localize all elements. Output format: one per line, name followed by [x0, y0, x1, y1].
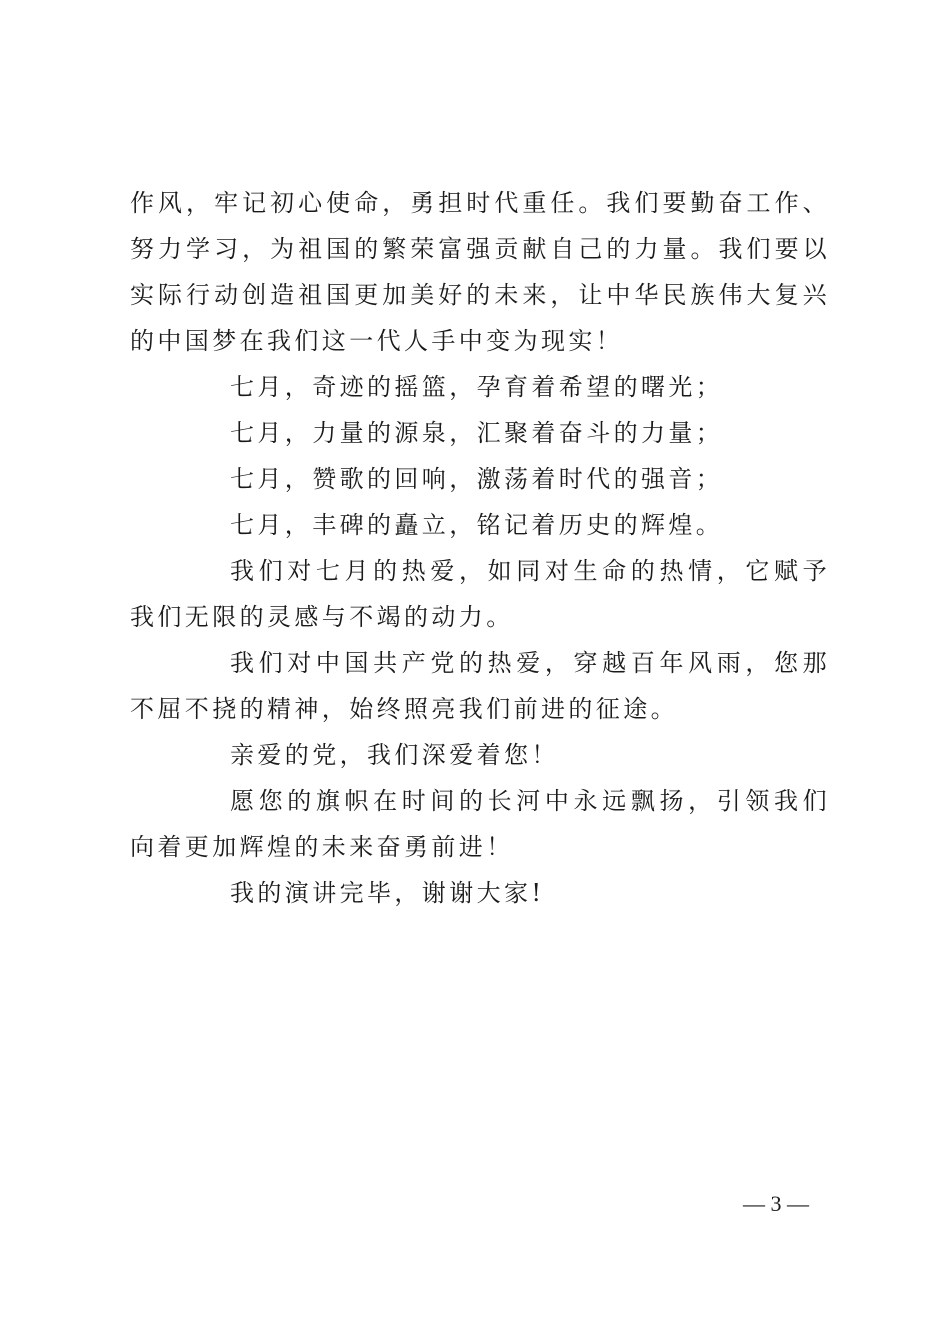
speech-body	[130, 180, 830, 916]
page-number: — 3 —	[743, 1191, 809, 1216]
paragraph-closing: 我的演讲完毕，谢谢大家!	[230, 879, 545, 907]
paragraph-continuation: 作风，牢记初心使命，勇担时代重任。我们要勤奋工作、努力学习，为祖国的繁荣富强贡献自己的力量。我们要以实际行动创造祖国更加美好的未来，让中华民族伟大复兴的中国梦在我们这一代人手中变为现实！	[130, 189, 830, 355]
paragraph-july-source: 七月，力量的源泉，汇聚着奋斗的力量；	[230, 419, 724, 447]
paragraph-july-cradle: 七月，奇迹的摇篮，孕育着希望的曙光；	[230, 373, 724, 401]
paragraph-love-of-july: 我们对七月的热爱，如同对生命的热情，它赋予我们无限的灵感与不竭的动力。	[130, 557, 830, 631]
paragraph-love-of-party: 我们对中国共产党的热爱，穿越百年风雨，您那不屈不挠的精神，始终照亮我们前进的征途。	[130, 649, 830, 723]
paragraph-july-anthem: 七月，赞歌的回响，激荡着时代的强音；	[230, 465, 724, 493]
paragraph-banner-wish: 愿您的旗帜在时间的长河中永远飘扬，引领我们向着更加辉煌的未来奋勇前进！	[130, 787, 830, 861]
paragraph-dear-party: 亲爱的党，我们深爱着您！	[230, 741, 559, 769]
paragraph-july-monument: 七月，丰碑的矗立，铭记着历史的辉煌。	[230, 511, 724, 539]
